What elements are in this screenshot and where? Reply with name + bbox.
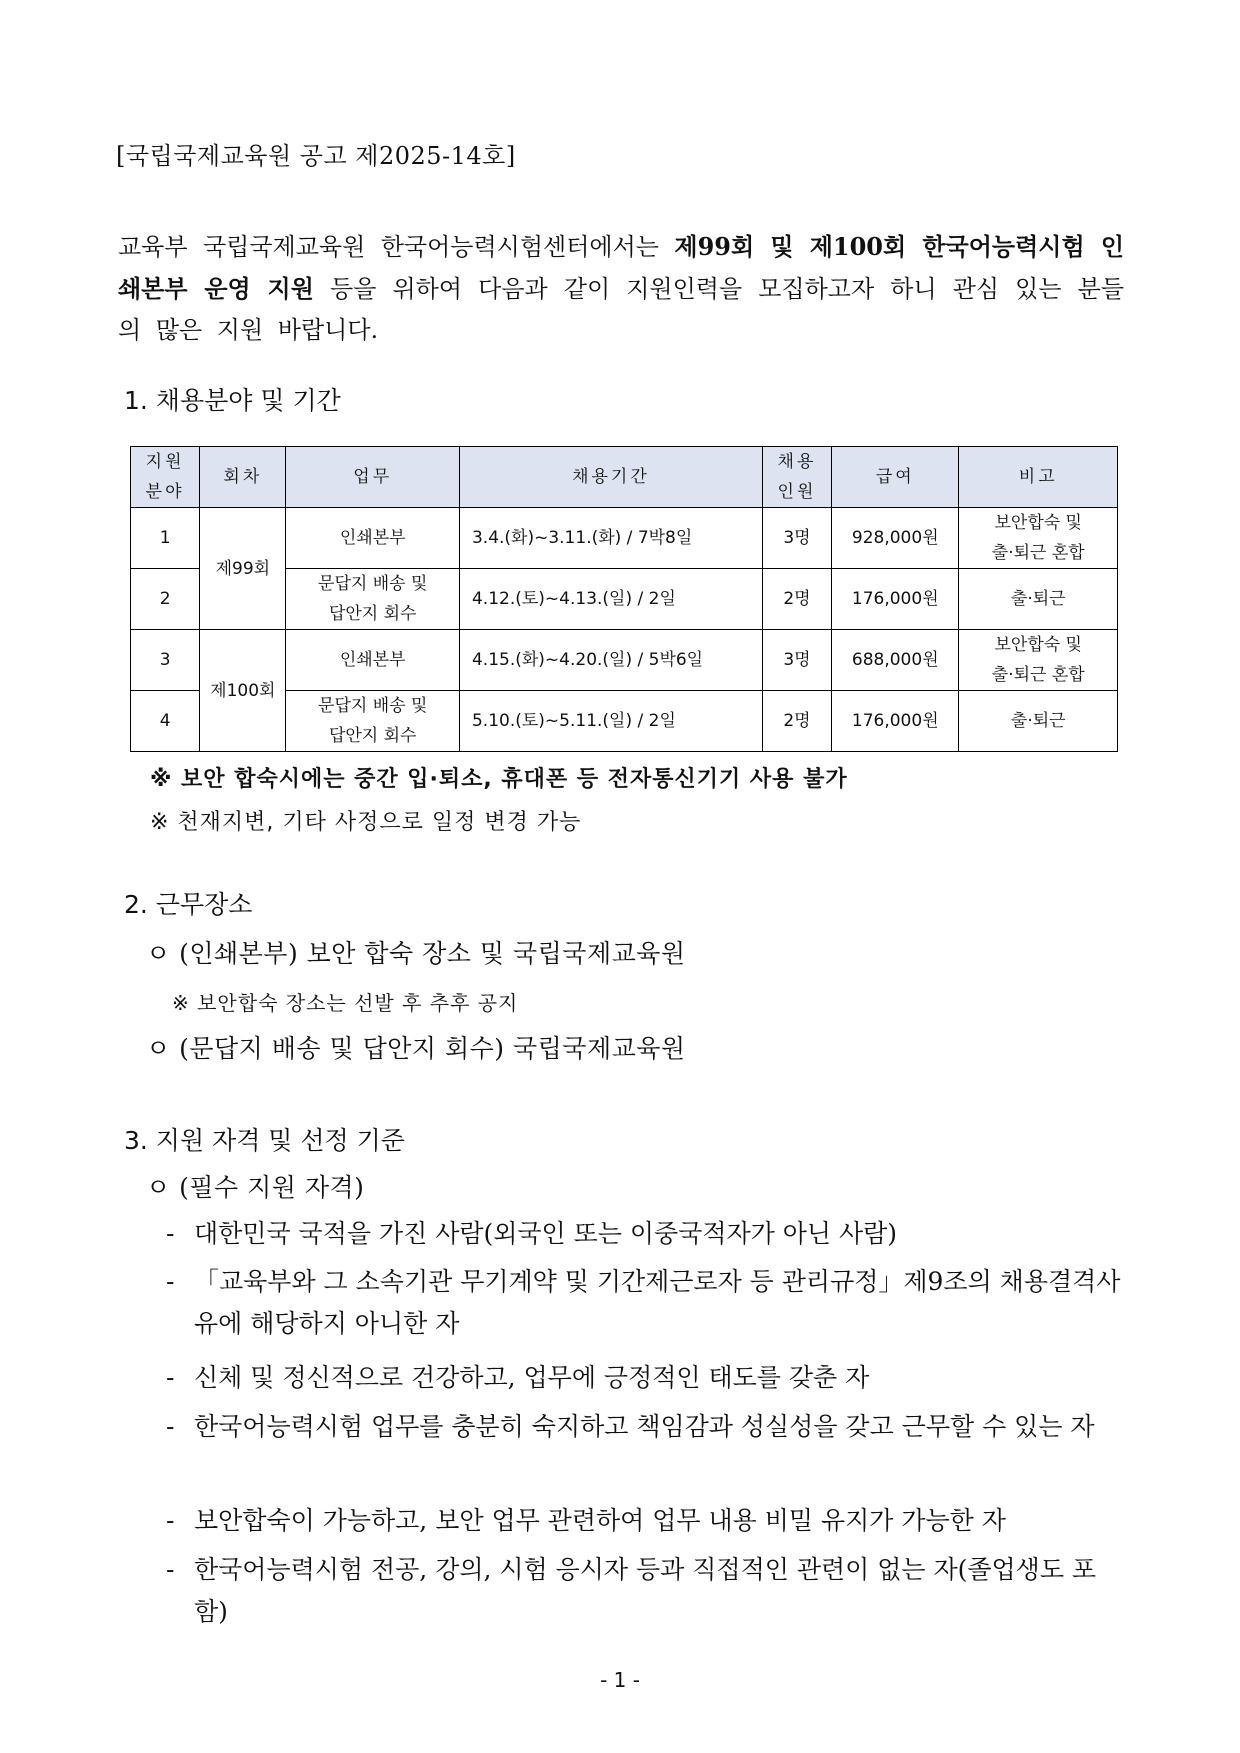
row-count: 2명 xyxy=(762,569,831,630)
round-cell: 제99회 xyxy=(200,508,286,630)
notice-number: [국립국제교육원 공고 제2025-14호] xyxy=(116,142,516,170)
row-remark: 보안합숙 및 출·퇴근 혼합 xyxy=(959,508,1118,569)
row-pay: 176,000원 xyxy=(832,691,959,752)
row-no: 3 xyxy=(131,630,200,691)
page-number: - 1 - xyxy=(600,1668,640,1692)
header-pay: 급여 xyxy=(832,447,959,508)
row-no: 1 xyxy=(131,508,200,569)
round-cell: 제100회 xyxy=(200,630,286,752)
row-pay: 688,000원 xyxy=(832,630,959,691)
header-round: 회차 xyxy=(200,447,286,508)
intro-bold-text: 제99회 및 제100회 한국어능력시험 인쇄본부 운영 지원 xyxy=(118,232,1125,303)
recruitment-table xyxy=(130,446,1118,752)
table-note-schedule: ※ 천재지변, 기타 사정으로 일정 변경 가능 xyxy=(150,810,582,835)
row-period: 3.4.(화)~3.11.(화) / 7박8일 xyxy=(459,508,762,569)
table-row xyxy=(131,508,1118,569)
section2-subnote: ※ 보안합숙 장소는 선발 후 추후 공지 xyxy=(172,991,519,1015)
intro-text-2: 등을 위하여 다음과 같이 지원인력을 모집하고자 하니 관심 있는 분들의 많은 지원 바랍니다. xyxy=(118,275,1124,344)
section1-title: 1. 채용분야 및 기간 xyxy=(124,386,341,415)
intro-text-1: 교육부 국립국제교육원 한국어능력시험센터에서는 xyxy=(118,233,675,261)
row-task: 인쇄본부 xyxy=(286,508,460,569)
section2-item-delivery: ㅇ (문답지 배송 및 답안지 회수) 국립국제교육원 xyxy=(146,1034,686,1063)
row-count: 3명 xyxy=(762,630,831,691)
row-remark: 출·퇴근 xyxy=(959,691,1118,752)
qualification-item: - 「교육부와 그 소속기관 무기계약 및 기간제근로자 등 관리규정」제9조의 채용결격사유에 해당하지 아니한 자 xyxy=(166,1267,1121,1338)
header-field: 지원 분야 xyxy=(131,447,200,508)
qualification-item: - 한국어능력시험 업무를 충분히 숙지하고 책임감과 성실성을 갖고 근무할 수 있는 자 xyxy=(166,1412,1095,1441)
row-remark: 출·퇴근 xyxy=(959,569,1118,630)
table-header-row xyxy=(131,447,1118,508)
row-task: 문답지 배송 및 답안지 회수 xyxy=(286,691,460,752)
header-count: 채용 인원 xyxy=(762,447,831,508)
table-row xyxy=(131,630,1118,691)
intro-paragraph xyxy=(118,226,1124,351)
qualification-item: - 대한민국 국적을 가진 사람(외국인 또는 이중국적자가 아닌 사람) xyxy=(166,1219,898,1248)
row-no: 2 xyxy=(131,569,200,630)
row-count: 3명 xyxy=(762,508,831,569)
row-count: 2명 xyxy=(762,691,831,752)
section2-title: 2. 근무장소 xyxy=(124,890,253,919)
row-period: 4.15.(화)~4.20.(일) / 5박6일 xyxy=(459,630,762,691)
section3-title: 3. 지원 자격 및 선정 기준 xyxy=(124,1126,405,1155)
qualification-item: - 한국어능력시험 전공, 강의, 시험 응시자 등과 직접적인 관련이 없는 자(졸업생도 포함) xyxy=(166,1555,1097,1626)
row-task: 인쇄본부 xyxy=(286,630,460,691)
row-remark: 보안합숙 및 출·퇴근 혼합 xyxy=(959,630,1118,691)
row-pay: 176,000원 xyxy=(832,569,959,630)
row-no: 4 xyxy=(131,691,200,752)
section2-item-print: ㅇ (인쇄본부) 보안 합숙 장소 및 국립국제교육원 xyxy=(146,939,686,968)
table-note-security: ※ 보안 합숙시에는 중간 입·퇴소, 휴대폰 등 전자통신기기 사용 불가 xyxy=(150,767,848,792)
header-task: 업무 xyxy=(286,447,460,508)
row-period: 4.12.(토)~4.13.(일) / 2일 xyxy=(459,569,762,630)
row-task: 문답지 배송 및 답안지 회수 xyxy=(286,569,460,630)
section3-required: ㅇ (필수 지원 자격) xyxy=(146,1173,365,1202)
qualification-item: - 보안합숙이 가능하고, 보안 업무 관련하여 업무 내용 비밀 유지가 가능한 자 xyxy=(166,1506,1006,1535)
header-remark: 비고 xyxy=(959,447,1118,508)
qualification-item: - 신체 및 정신적으로 건강하고, 업무에 긍정적인 태도를 갖춘 자 xyxy=(166,1363,870,1392)
row-pay: 928,000원 xyxy=(832,508,959,569)
header-period: 채용기간 xyxy=(459,447,762,508)
row-period: 5.10.(토)~5.11.(일) / 2일 xyxy=(459,691,762,752)
